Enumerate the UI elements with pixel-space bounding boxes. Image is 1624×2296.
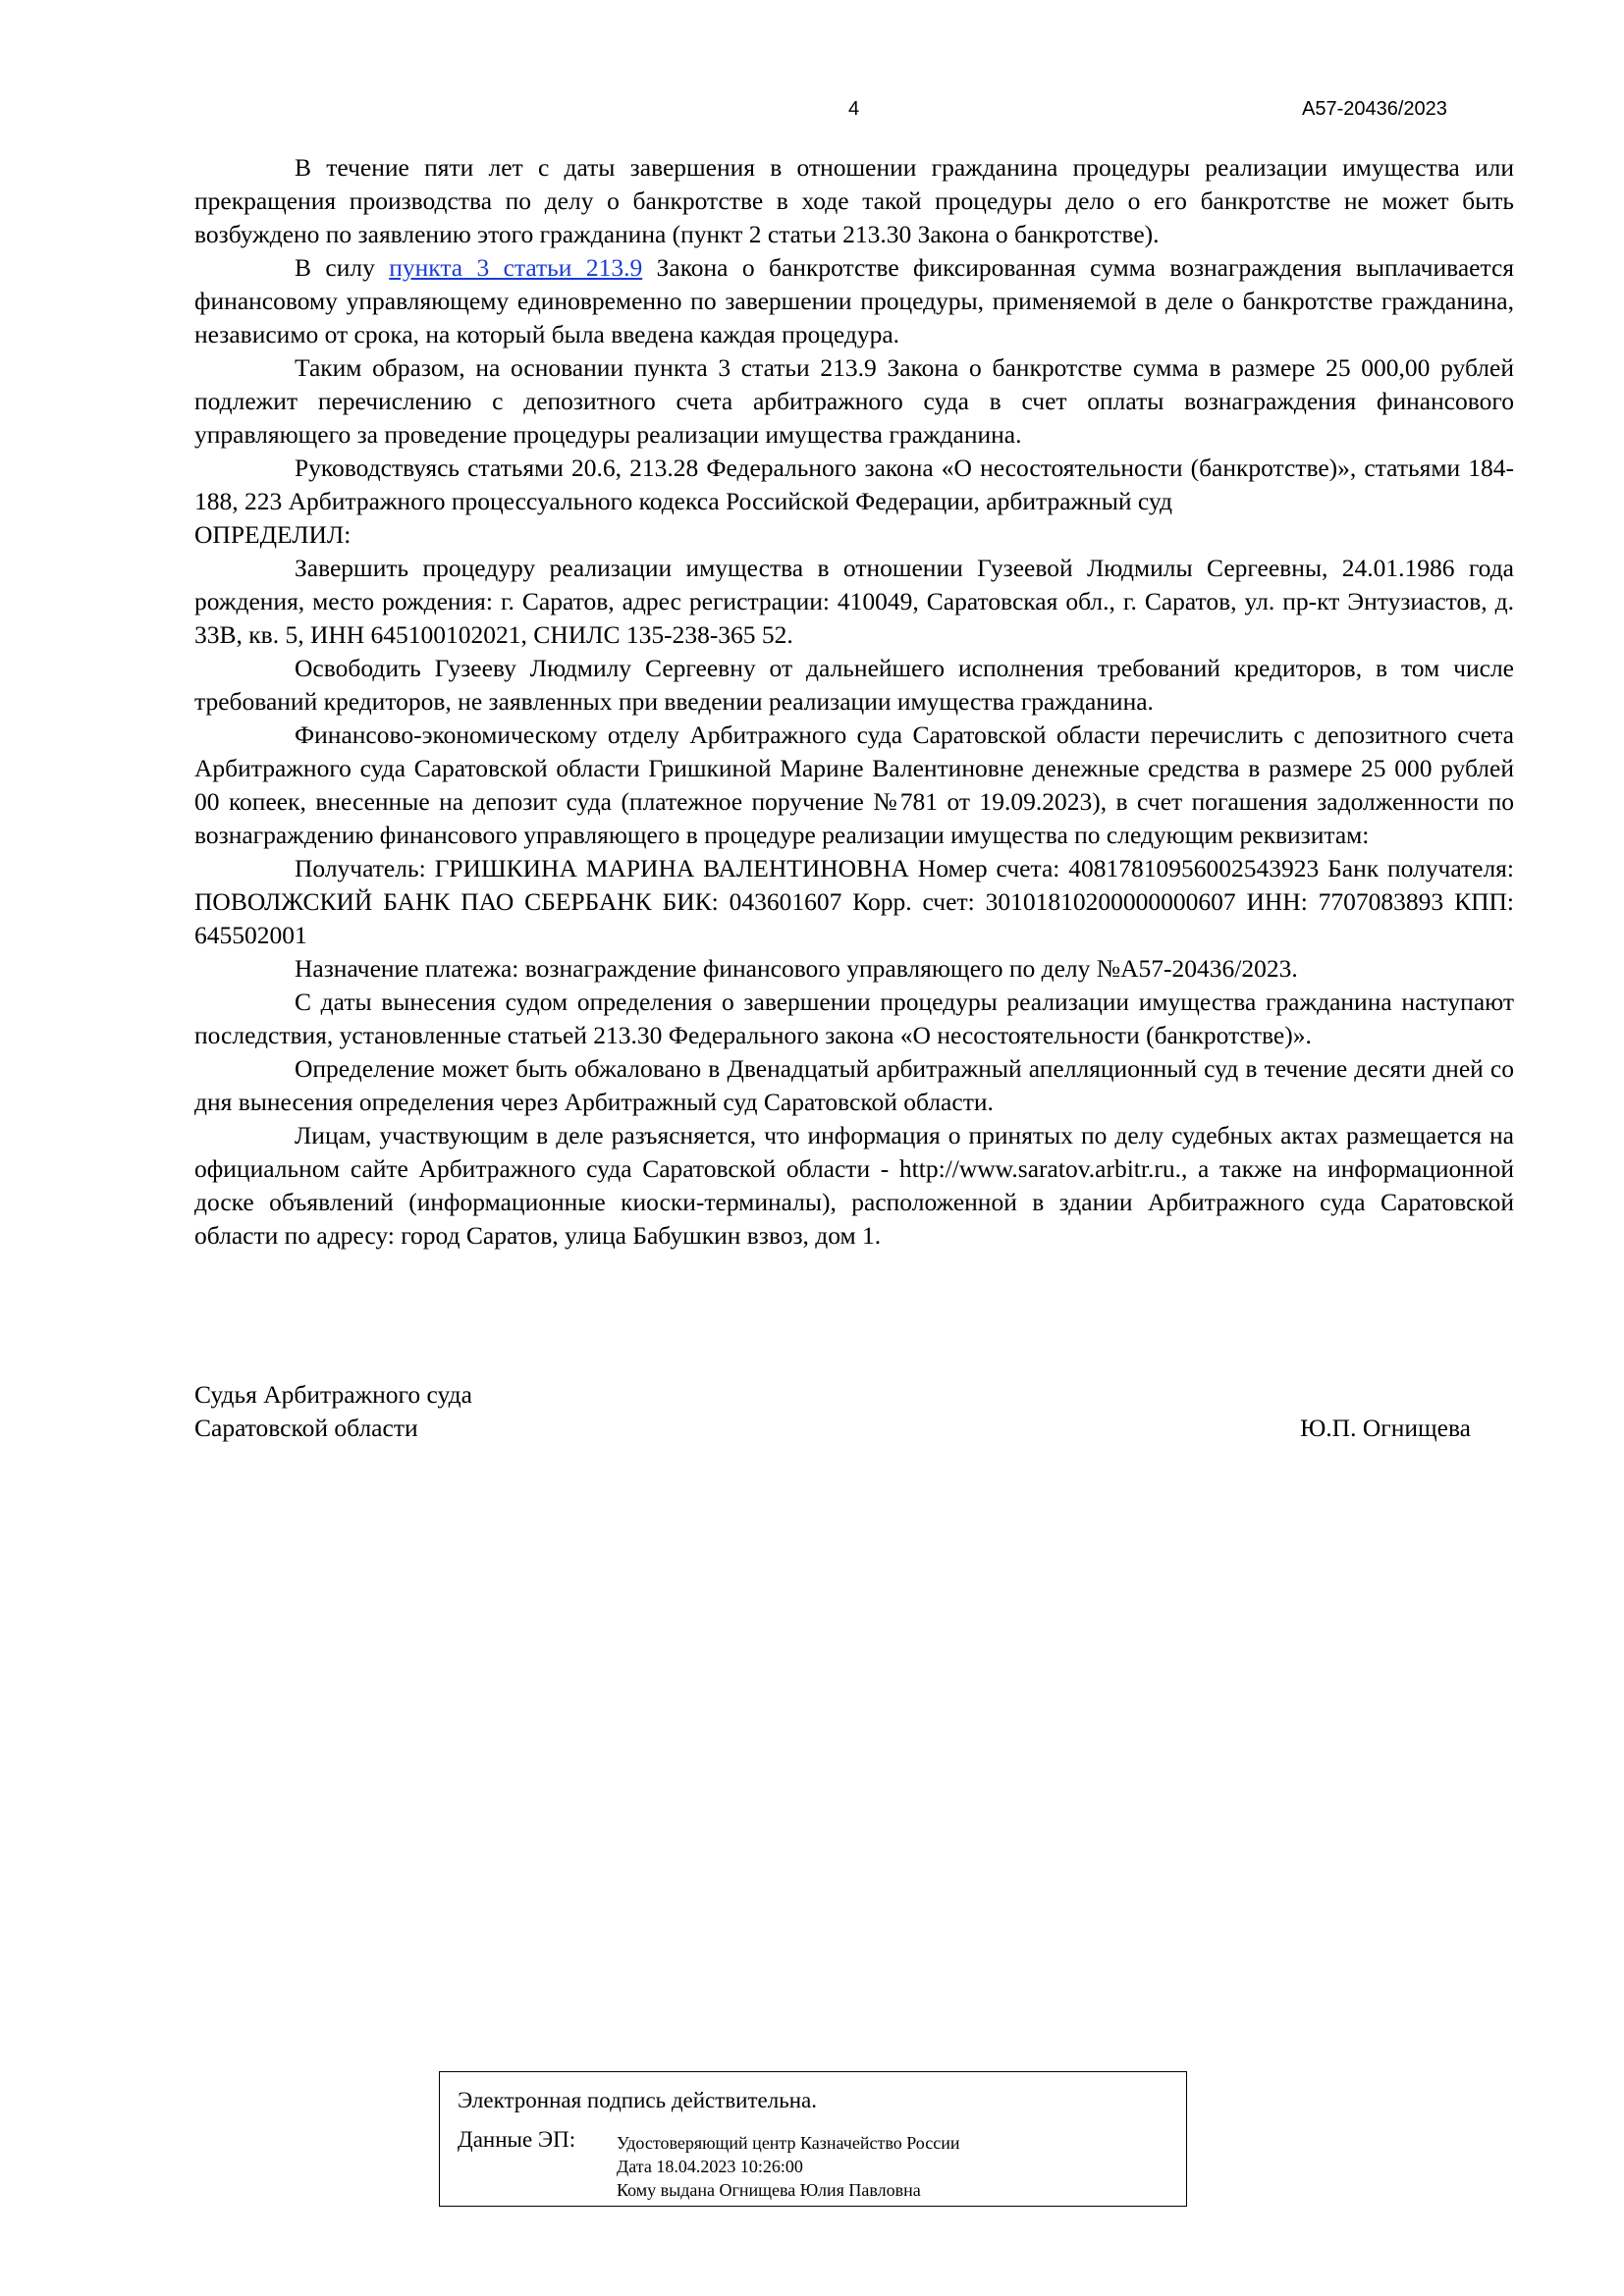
signature-line: Судья Арбитражного суда [194, 1380, 472, 1409]
case-number: А57-20436/2023 [1302, 98, 1447, 120]
page-number: 4 [848, 98, 860, 120]
judge-name: Ю.П. Огнищева [1300, 1414, 1471, 1442]
document-body [194, 151, 1514, 1253]
paragraph-text: Закона о банкротстве фиксированная сумма вознаграждения выплачивается финансовому управляющему единовременно по завершении процедуры, применяемой в деле о банкротстве гражданина, независимо от срока, на который была введена каждая процедура. [194, 253, 1514, 348]
paragraph: С даты вынесения судом определения о завершении процедуры реализации имущества гражданина наступают последствия, установленные статьей 213.30 Федерального закона «О несостоятельности (банкротстве)». [194, 988, 1514, 1049]
esign-date: Дата 18.04.2023 10:26:00 [617, 2157, 803, 2176]
esign-status: Электронная подпись действительна. [458, 2088, 817, 2112]
paragraph: Руководствуясь статьями 20.6, 213.28 Федерального закона «О несостоятельности (банкротстве)», статьями 184-188, 223 Арбитражного процессуального кодекса Российской Федерации, арбитражный суд [194, 454, 1514, 515]
paragraph: Назначение платежа: вознаграждение финансового управляющего по делу №А57-20436/2023. [295, 954, 1298, 983]
judge-signature-block [194, 1378, 1471, 1445]
paragraph: Лицам, участвующим в деле разъясняется, что информация о принятых по делу судебных актах размещается на официальном сайте Арбитражного суда Саратовской области - http://www.saratov.arbitr.ru., а также на информационной доске объявлений (информационные киоски-терминалы), расположенной в здании Арбитражного суда Саратовской области по адресу: город Саратов, улица Бабушкин взвоз, дом 1. [194, 1121, 1514, 1250]
esign-label: Данные ЭП: [458, 2127, 576, 2152]
ruling-heading: ОПРЕДЕЛИЛ: [194, 520, 352, 549]
payment-details: Получатель: ГРИШКИНА МАРИНА ВАЛЕНТИНОВНА Номер счета: 40817810956002543923 Банк получателя: ПОВОЛЖСКИЙ БАНК ПАО СБЕРБАНК БИК: 043601607 Корр. счет: 30101810200000000607 ИНН: 7707083893 КПП: 645502001 [194, 854, 1514, 949]
law-article-link[interactable]: пункта 3 статьи 213.9 [389, 253, 643, 282]
esign-issuer: Удостоверяющий центр Казначейство России [617, 2133, 960, 2153]
paragraph-text: В силу [295, 253, 390, 282]
esign-owner: Кому выдана Огнищева Юлия Павловна [617, 2180, 921, 2200]
paragraph: Завершить процедуру реализации имущества в отношении Гузеевой Людмилы Сергеевны, 24.01.1986 года рождения, место рождения: г. Саратов, адрес регистрации: 410049, Саратовская обл., г. Саратов, ул. пр-кт Энтузиастов, д. 33В, кв. 5, ИНН 645100102021, СНИЛС 135-238-365 52. [194, 554, 1514, 649]
paragraph: Освободить Гузееву Людмилу Сергеевну от дальнейшего исполнения требований кредиторов, в том числе требований кредиторов, не заявленных при введении реализации имущества гражданина. [194, 654, 1514, 716]
paragraph [194, 251, 1514, 351]
paragraph: В течение пяти лет с даты завершения в отношении гражданина процедуры реализации имущества или прекращения производства по делу о банкротстве в ходе такой процедуры дело о его банкротстве не может быть возбуждено по заявлению этого гражданина (пункт 2 статьи 213.30 Закона о банкротстве). [194, 153, 1514, 248]
paragraph: Определение может быть обжаловано в Двенадцатый арбитражный апелляционный суд в течение десяти дней со дня вынесения определения через Арбитражный суд Саратовской области. [194, 1054, 1514, 1116]
electronic-signature-box [439, 2071, 1187, 2207]
paragraph: Таким образом, на основании пункта 3 статьи 213.9 Закона о банкротстве сумма в размере 25 000,00 рублей подлежит перечислению с депозитного счета арбитражного суда в счет оплаты вознаграждения финансового управляющего за проведение процедуры реализации имущества гражданина. [194, 353, 1514, 449]
paragraph: Финансово-экономическому отделу Арбитражного суда Саратовской области перечислить с депозитного счета Арбитражного суда Саратовской области Гришкиной Марине Валентиновне денежные средства в размере 25 000 рублей 00 копеек, внесенные на депозит суда (платежное поручение №781 от 19.09.2023), в счет погашения задолженности по вознаграждению финансового управляющего в процедуре реализации имущества по следующим реквизитам: [194, 721, 1514, 849]
esign-details [617, 2131, 959, 2202]
signature-line: Саратовской области [194, 1414, 418, 1442]
